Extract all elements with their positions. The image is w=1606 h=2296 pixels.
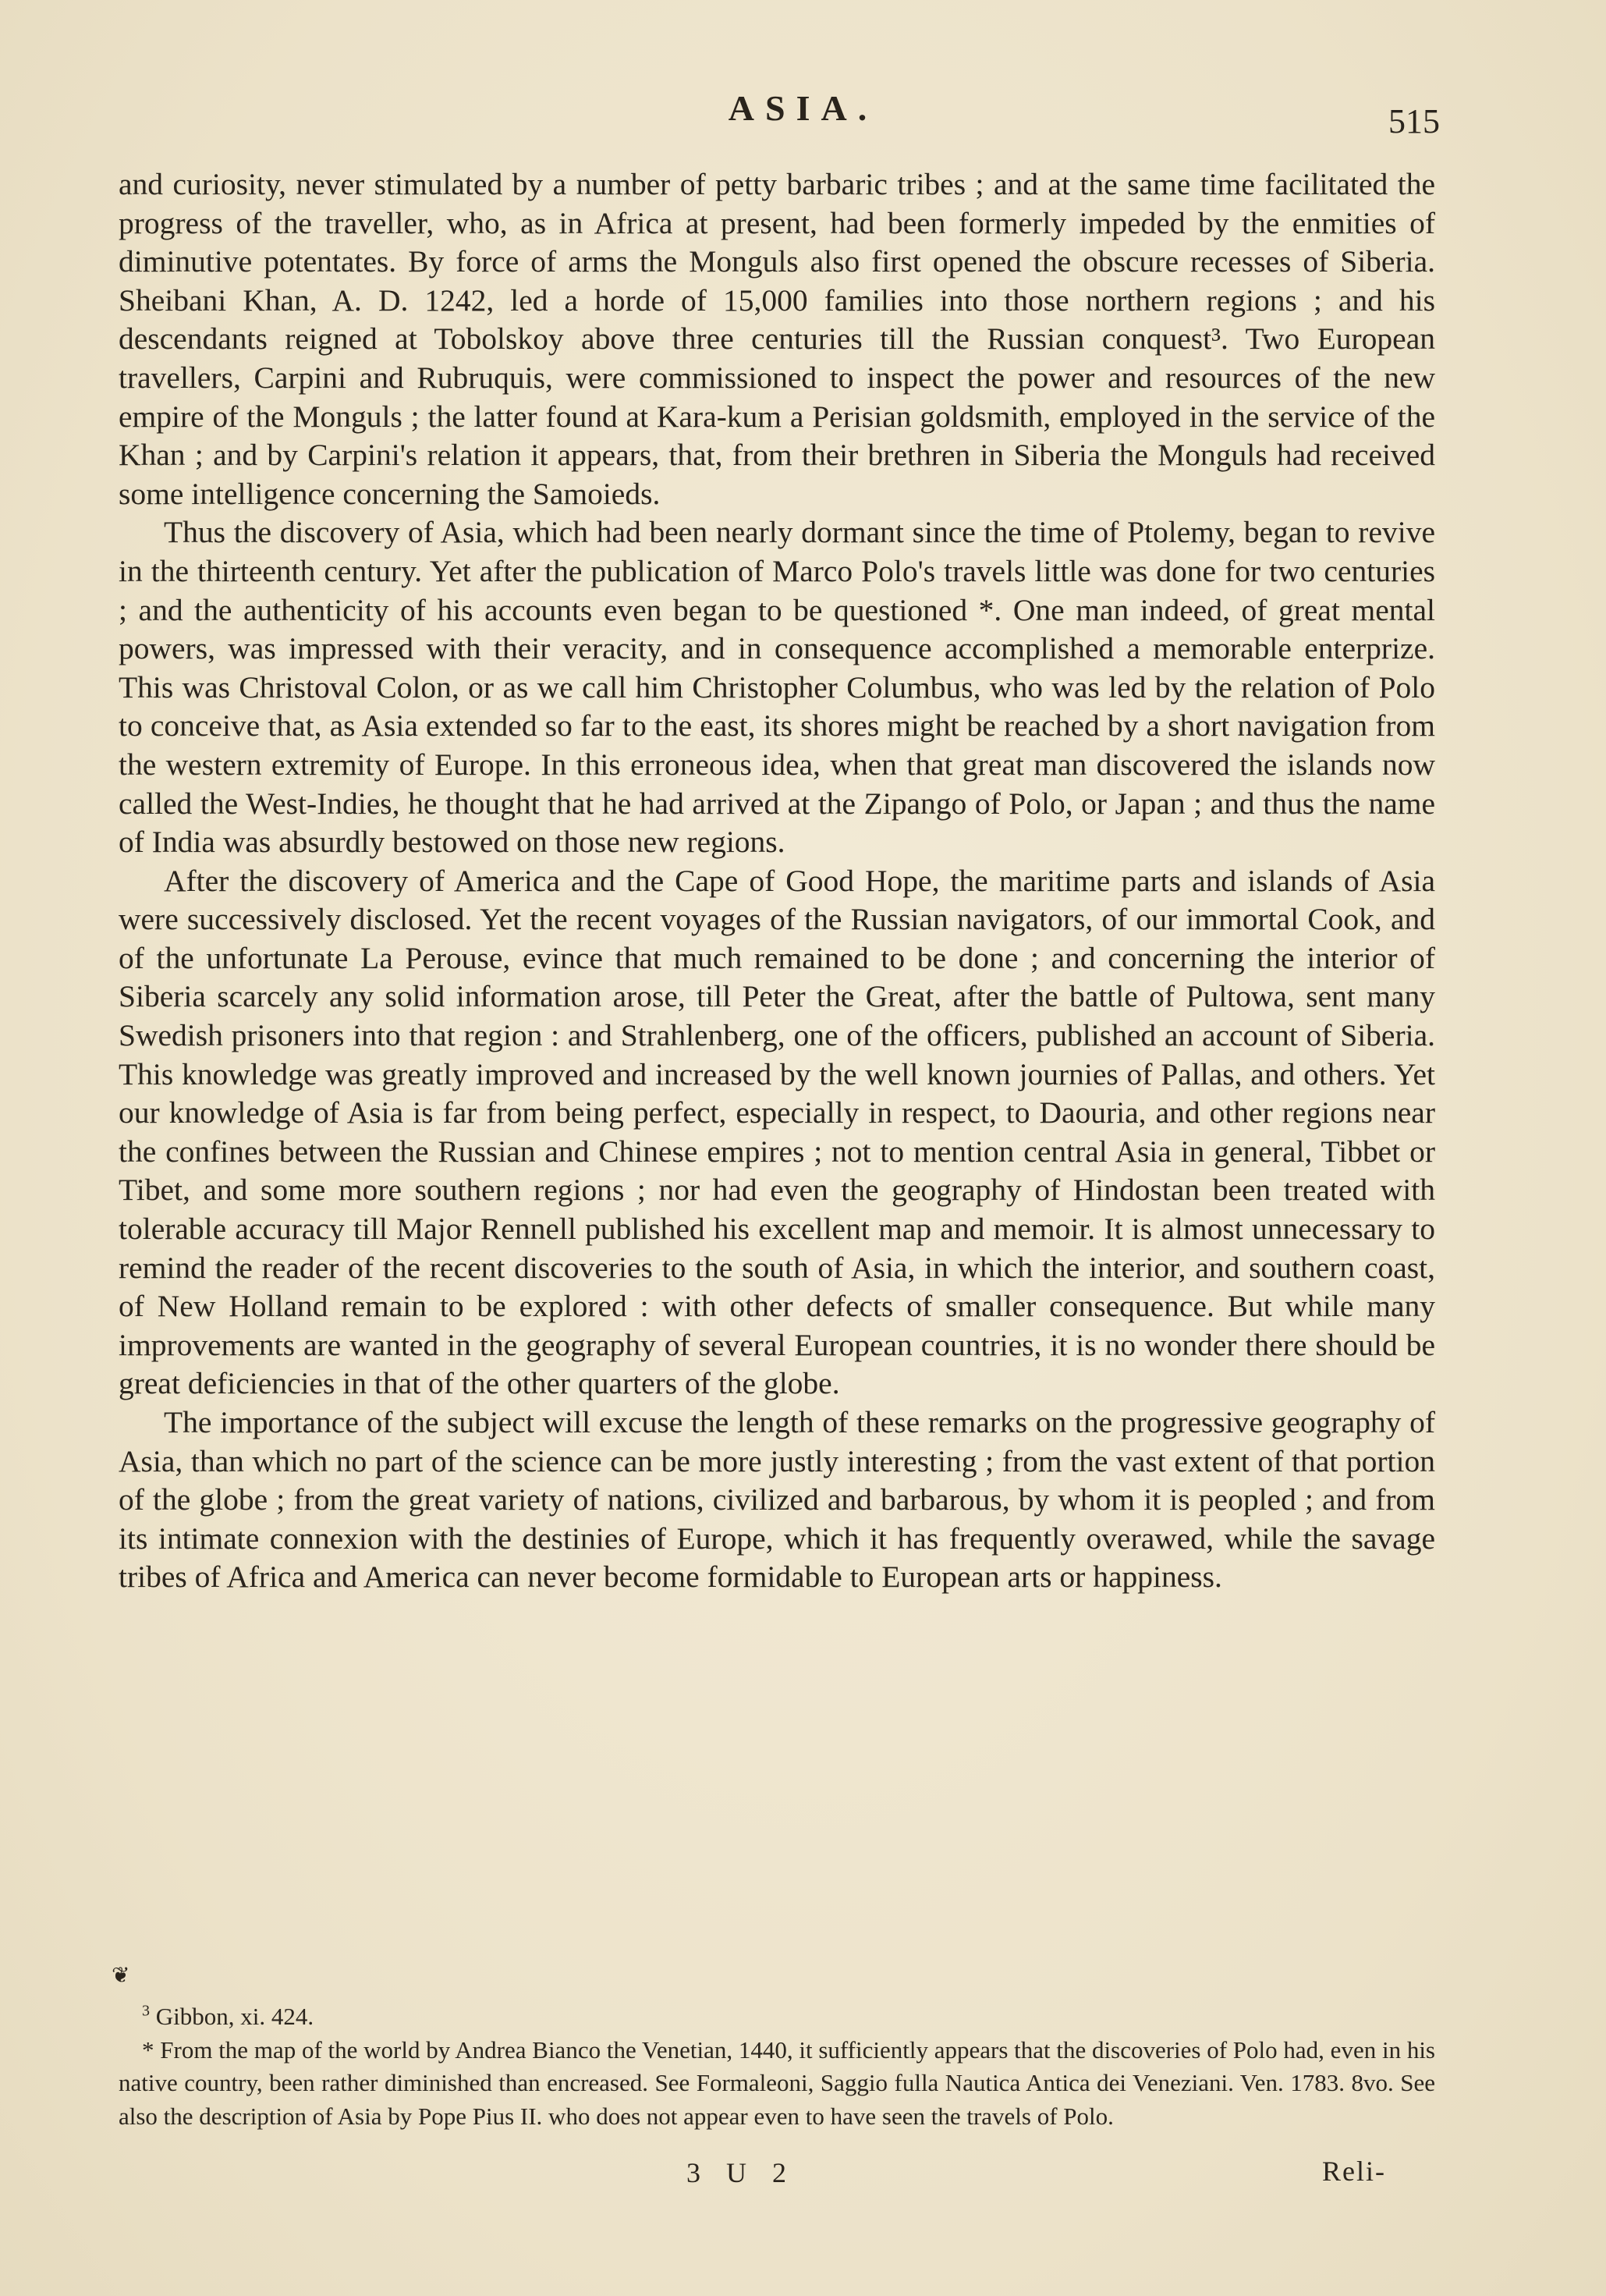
page-number: 515 <box>1388 102 1440 140</box>
body-text <box>119 165 1435 1597</box>
footnotes <box>119 2000 1435 2133</box>
footnote-2 <box>119 2034 1435 2134</box>
footnote-1 <box>119 2000 1435 2034</box>
paragraph-3: After the discovery of America and the Cape of Good Hope, the maritime parts and islands of Asia were successively disclosed. Yet the recent voyages of the Russian navigators, of our immortal Cook, and of the unfortunate La Perouse, evince that much remained to be done ; and concerning the interior of Siberia scarcely any solid information arose, till Peter the Great, after the battle of Pultowa, sent many Swedish prisoners into that region : and Strahlenberg, one of the officers, published an account of Siberia. This knowledge was greatly improved and increased by the well known journies of Pallas, and others. Yet our knowledge of Asia is far from being perfect, especially in respect, to Daouria, and other regions near the confines between the Russian and Chinese empires ; not to mention central Asia in general, Tibbet or Tibet, and some more southern regions ; nor had even the geography of Hindostan been treated with tolerable accuracy till Major Rennell published his excellent map and memoir. It is almost unnecessary to remind the reader of the recent discoveries to the south of Asia, in which the interior, and southern coast, of New Holland remain to be explored : with other defects of smaller consequence. But while many improvements are wanted in the geography of several European countries, it is no wonder there should be great deficiencies in that of the other quarters of the globe. <box>119 863 1435 1401</box>
paragraph-1: and curiosity, never stimulated by a number of petty barbaric tribes ; and at the same time facilitated the progress of the traveller, who, as in Africa at present, had been formerly impeded by the enmities of diminutive potentates. By force of arms the Monguls also first opened the obscure recesses of Siberia. Sheibani Khan, A. D. 1242, led a horde of 15,000 families into those northern regions ; and his descendants reigned at Tobolskoy above three centuries till the Russian conquest³. Two European travellers, Carpini and Rubruquis, were commissioned to inspect the power and resources of the new empire of the Monguls ; the latter found at Kara-kum a Perisian goldsmith, employed in the service of the Khan ; and by Carpini's relation it appears, that, from their brethren in Siberia the Monguls had received some intelligence concerning the Samoieds. <box>119 167 1435 511</box>
paragraph-4: The importance of the subject will excuse the length of these remarks on the progressive geography of Asia, than which no part of the science can be more justly interesting ; from the vast extent of that portion of the globe ; from the great variety of nations, civilized and barbarous, by whom it is peopled ; and from its intimate connexion with the destinies of Europe, which it has frequently overawed, while the savage tribes of Africa and America can never become formidable to European arts or happiness. <box>119 1405 1435 1595</box>
running-head: ASIA. <box>728 88 878 128</box>
paragraph-2: Thus the discovery of Asia, which had been nearly dormant since the time of Ptolemy, began to revive in the thirteenth century. Yet after the publication of Marco Polo's travels little was done for two centuries ; and the authenticity of his accounts even began to be questioned *. One man indeed, of great mental powers, was impressed with their veracity, and in consequence accomplished a memorable enterprize. This was Christoval Colon, or as we call him Christopher Columbus, who was led by the relation of Polo to conceive that, as Asia extended so far to the east, its shores might be reached by a short navigation from the western extremity of Europe. In this erroneous idea, when that great man discovered the islands now called the West-Indies, he thought that he had arrived at the Zipango of Polo, or Japan ; and thus the name of India was absurdly bestowed on those new regions. <box>119 515 1435 860</box>
footnote-1-mark: 3 <box>142 2002 150 2020</box>
signature-mark: 3 U 2 <box>686 2157 796 2188</box>
footnote-2-text: From the map of the world by Andrea Bianco the Venetian, 1440, it sufficiently appears that the discoveries of Polo had, even in his native country, been rather diminished than encreased. See Formaleoni, Saggio fulla Nautica Antica dei Veneziani. Ven. 1783. 8vo. See also the description of Asia by Pope Pius II. who does not appear even to have seen the travels of Polo. <box>119 2035 1435 2130</box>
catchword: Reli- <box>1322 2156 1386 2187</box>
footnote-2-mark: * <box>142 2035 154 2064</box>
fleuron-ornament-icon: ❦ <box>112 1964 130 1988</box>
footnote-1-text: Gibbon, xi. 424. <box>155 2003 314 2030</box>
